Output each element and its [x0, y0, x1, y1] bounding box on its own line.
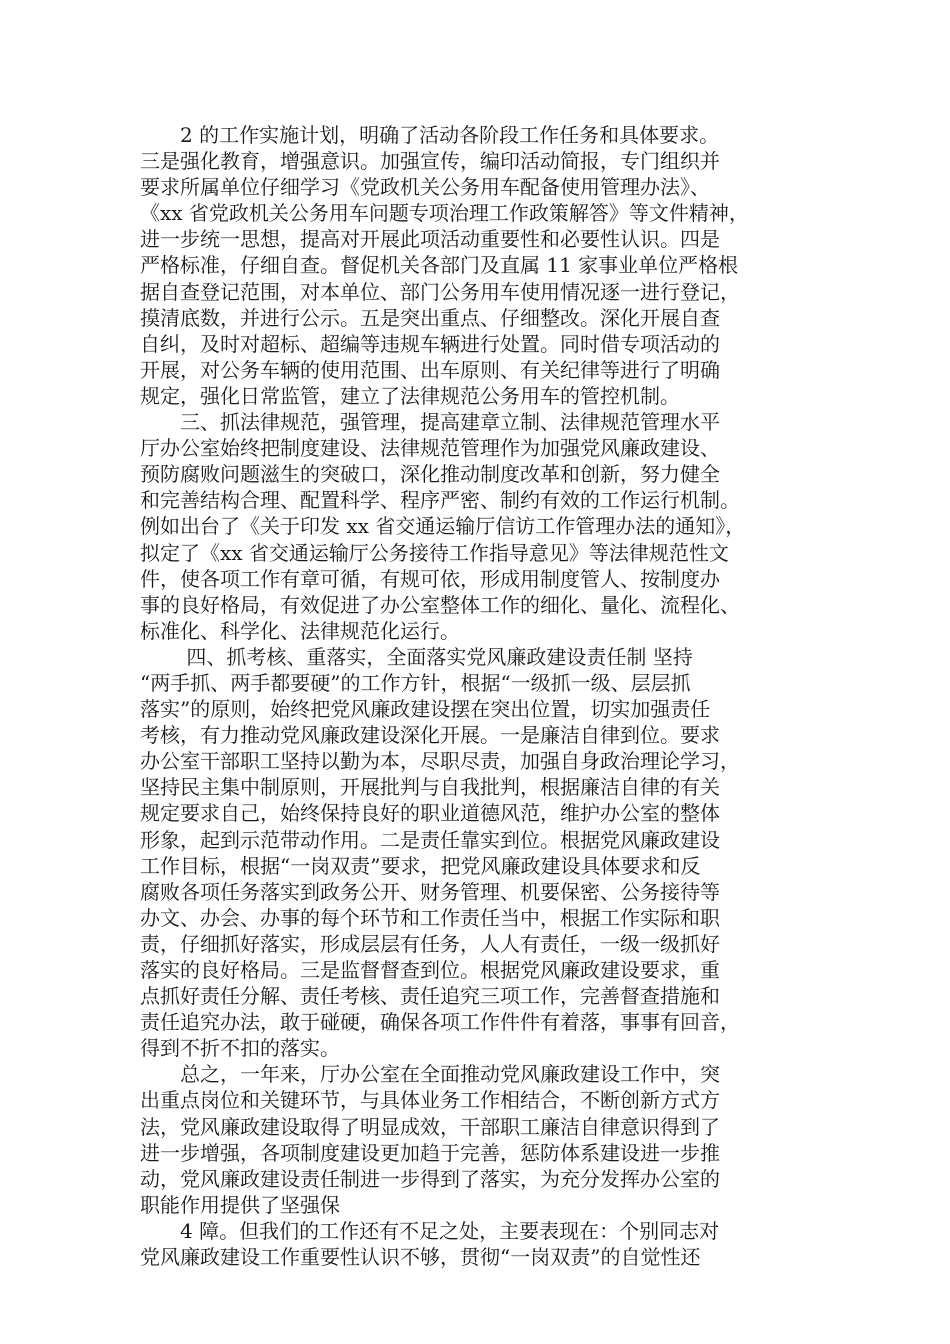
text-line: 厅办公室始终把制度建设、法律规范管理作为加强党风廉政建设、: [140, 436, 720, 461]
text-line: 办公室干部职工坚持以勤为本，尽职尽责，加强自身政治理论学习，: [140, 749, 740, 774]
text-line: 三、抓法律规范，强管理，提高建章立制、法律规范管理水平: [140, 410, 720, 435]
text-line: 点抓好责任分解、责任考核、责任追究三项工作，完善督查措施和: [140, 984, 720, 1009]
text-line: 开展，对公务车辆的使用范围、出车原则、有关纪律等进行了明确: [140, 357, 720, 382]
text-line: 和完善结构合理、配置科学、程序严密、制约有效的工作运行机制。: [140, 488, 740, 513]
text-line: 进一步增强，各项制度建设更加趋于完善，惩防体系建设进一步推: [140, 1140, 720, 1165]
text-line: 进一步统一思想，提高对开展此项活动重要性和必要性认识。四是: [140, 227, 720, 252]
text-line: 摸清底数，并进行公示。五是突出重点、仔细整改。深化开展自查: [140, 305, 720, 330]
text-line: 四、抓考核、重落实，全面落实党风廉政建设责任制 坚持: [140, 644, 693, 669]
text-line: 拟定了《xx 省交通运输厅公务接待工作指导意见》等法律规范性文: [140, 540, 729, 565]
text-line: 规定，强化日常监管，建立了法律规范公务用车的管控机制。: [140, 383, 680, 408]
text-line: 规定要求自己，始终保持良好的职业道德风范，维护办公室的整体: [140, 801, 720, 826]
text-line: 4 障。但我们的工作还有不足之处，主要表现在：个别同志对: [140, 1218, 720, 1243]
text-line: 工作目标，根据“一岗双责”要求，把党风廉政建设具体要求和反: [140, 853, 701, 878]
text-line: 动，党风廉政建设责任制进一步得到了落实，为充分发挥办公室的: [140, 1166, 720, 1191]
text-line: 出重点岗位和关键环节，与具体业务工作相结合，不断创新方式方: [140, 1088, 720, 1113]
text-line: 标准化、科学化、法律规范化运行。: [140, 618, 460, 643]
text-line: 腐败各项任务落实到政务公开、财务管理、机要保密、公务接待等: [140, 879, 720, 904]
document-body-text: [140, 122, 830, 1270]
text-line: 严格标准，仔细自查。督促机关各部门及直属 11 家事业单位严格根: [140, 253, 739, 278]
text-line: 落实”的原则，始终把党风廉政建设摆在突出位置，切实加强责任: [140, 697, 711, 722]
text-line: 自纠，及时对超标、超编等违规车辆进行处置。同时借专项活动的: [140, 331, 720, 356]
text-line: 落实的良好格局。三是监督督查到位。根据党风廉政建设要求，重: [140, 958, 720, 982]
text-line: 职能作用提供了坚强保: [140, 1192, 340, 1217]
text-line: 党风廉政建设工作重要性认识不够，贯彻“一岗双责”的自觉性还: [140, 1245, 701, 1270]
text-line: 2 的工作实施计划，明确了活动各阶段工作任务和具体要求。: [140, 123, 720, 147]
text-line: 形象，起到示范带动作用。二是责任靠实到位。根据党风廉政建设: [140, 827, 720, 852]
text-line: “两手抓、两手都要硬”的工作方针，根据“一级抓一级、层层抓: [140, 670, 691, 695]
text-line: 据自查登记范围，对本单位、部门公务用车使用情况逐一进行登记，: [140, 279, 740, 304]
text-line: 考核，有力推动党风廉政建设深化开展。一是廉洁自律到位。要求: [140, 723, 720, 748]
text-line: 事的良好格局，有效促进了办公室整体工作的细化、量化、流程化、: [140, 592, 740, 617]
text-line: 例如出台了《关于印发 xx 省交通运输厅信访工作管理办法的通知》，: [140, 514, 746, 539]
text-line: 件，使各项工作有章可循，有规可依，形成用制度管人、按制度办: [140, 566, 720, 591]
text-line: 要求所属单位仔细学习《党政机关公务用车配备使用管理办法》、: [140, 175, 710, 200]
text-line: 预防腐败问题滋生的突破口，深化推动制度改革和创新，努力健全: [140, 462, 720, 487]
text-line: 责，仔细抓好落实，形成层层有任务，人人有责任，一级一级抓好: [140, 931, 720, 956]
text-line: 《xx 省党政机关公务用车问题专项治理工作政策解答》等文件精神，: [140, 201, 749, 226]
text-line: 三是强化教育，增强意识。加强宣传，编印活动简报，专门组织并: [140, 149, 720, 174]
text-line: 总之，一年来，厅办公室在全面推动党风廉政建设工作中，突: [140, 1062, 720, 1087]
text-line: 法，党风廉政建设取得了明显成效，干部职工廉洁自律意识得到了: [140, 1114, 720, 1139]
text-line: 得到不折不扣的落实。: [140, 1036, 340, 1061]
text-line: 责任追究办法，敢于碰硬，确保各项工作件件有着落，事事有回音，: [140, 1010, 740, 1035]
text-line: 坚持民主集中制原则，开展批判与自我批判，根据廉洁自律的有关: [140, 775, 720, 800]
text-line: 办文、办会、办事的每个环节和工作责任当中，根据工作实际和职: [140, 905, 720, 930]
